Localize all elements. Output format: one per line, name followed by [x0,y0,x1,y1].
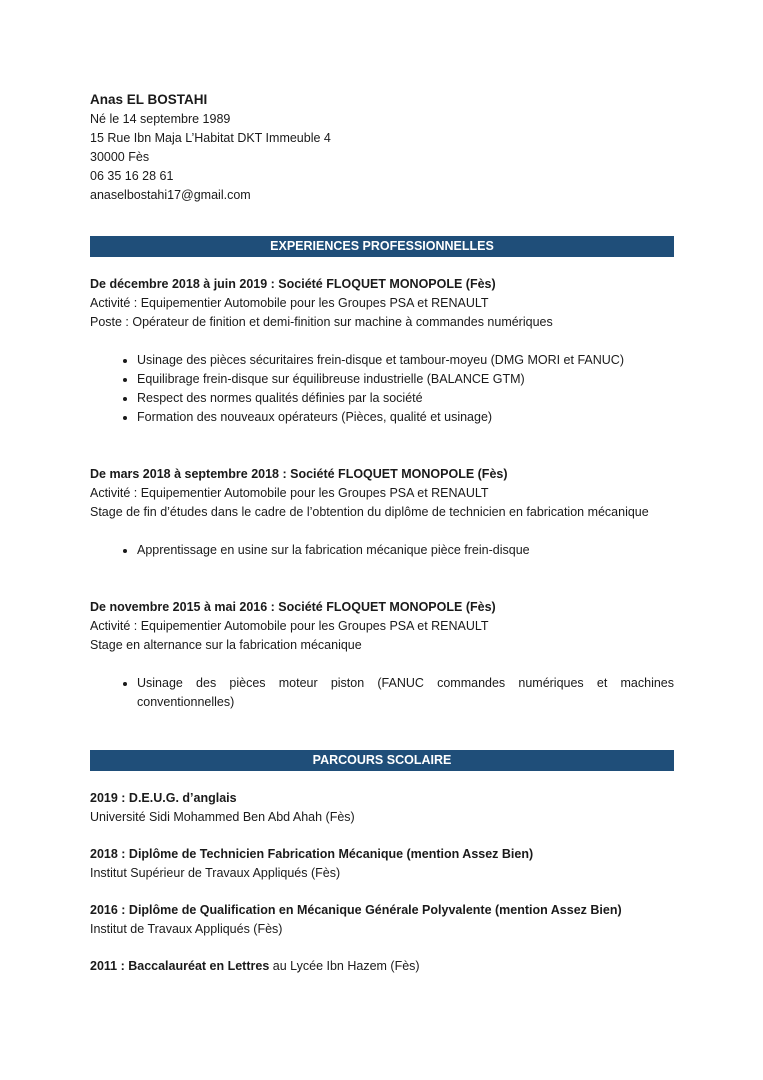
education-detail: Institut de Travaux Appliqués (Fès) [90,922,283,936]
bullet-item: • Usinage des pièces sécuritaires frein-disque et tambour-moyeu (DMG MORI et FANUC) [137,351,674,370]
street-address: 15 Rue Ibn Maja L’Habitat DKT Immeuble 4 [90,131,331,145]
experience-line: Stage en alternance sur la fabrication mécanique [90,638,362,652]
education-detail: Institut Supérieur de Travaux Appliqués (Fès) [90,866,341,880]
experience-line: Poste : Opérateur de finition et demi-finition sur machine à commandes numériques [90,315,553,329]
education-last-line [90,957,674,976]
experience-item [90,275,674,427]
city: 30000 Fès [90,150,150,164]
education-heading: 2019 : D.E.U.G. d’anglais [90,791,237,805]
education-item [90,845,674,883]
birth-date: Né le 14 septembre 1989 [90,112,231,126]
experience-heading: De novembre 2015 à mai 2016 : Société FLOQUET MONOPOLE (Fès) [90,600,496,614]
education-item [90,789,674,827]
education-heading: 2016 : Diplôme de Qualification en Mécanique Générale Polyvalente (mention Assez Bien) [90,903,622,917]
phone-number: 06 35 16 28 61 [90,169,174,183]
candidate-name: Anas EL BOSTAHI [90,92,208,107]
bullet-item: • Equilibrage frein-disque sur équilibreuse industrielle (BALANCE GTM) [137,370,674,389]
email-address: anaselbostahi17@gmail.com [90,188,251,202]
education-heading: 2018 : Diplôme de Technicien Fabrication Mécanique (mention Assez Bien) [90,847,534,861]
section-title-experiences: EXPERIENCES PROFESSIONNELLES [90,236,674,257]
education-detail: au Lycée Ibn Hazem (Fès) [269,959,420,973]
experience-line: Stage de fin d’études dans le cadre de l’obtention du diplôme de technicien en fabrication mécanique [90,505,649,519]
education-item [90,957,674,976]
experience-line: Activité : Equipementier Automobile pour les Groupes PSA et RENAULT [90,296,489,310]
experience-line: Activité : Equipementier Automobile pour les Groupes PSA et RENAULT [90,486,489,500]
cv-page [90,90,674,976]
bullet-item: • Usinage des pièces moteur piston (FANUC commandes numériques et machines conventionnelles) [137,674,674,712]
contact-block [90,90,674,205]
bullet-item: • Respect des normes qualités définies par la société [137,389,674,408]
experience-line: Activité : Equipementier Automobile pour les Groupes PSA et RENAULT [90,619,489,633]
education-item [90,901,674,939]
bullet-item: • Apprentissage en usine sur la fabrication mécanique pièce frein-disque [137,541,674,560]
experience-heading: De décembre 2018 à juin 2019 : Société FLOQUET MONOPOLE (Fès) [90,277,496,291]
experience-item [90,598,674,712]
bullet-item: • Formation des nouveaux opérateurs (Pièces, qualité et usinage) [137,408,674,427]
experience-item [90,465,674,560]
experience-bullets [90,541,674,560]
education-heading: 2011 : Baccalauréat en Lettres [90,959,270,973]
section-title-education: PARCOURS SCOLAIRE [90,750,674,771]
education-detail: Université Sidi Mohammed Ben Abd Ahah (Fès) [90,810,355,824]
experience-heading: De mars 2018 à septembre 2018 : Société FLOQUET MONOPOLE (Fès) [90,467,508,481]
experience-bullets [90,674,674,712]
experience-bullets [90,351,674,427]
